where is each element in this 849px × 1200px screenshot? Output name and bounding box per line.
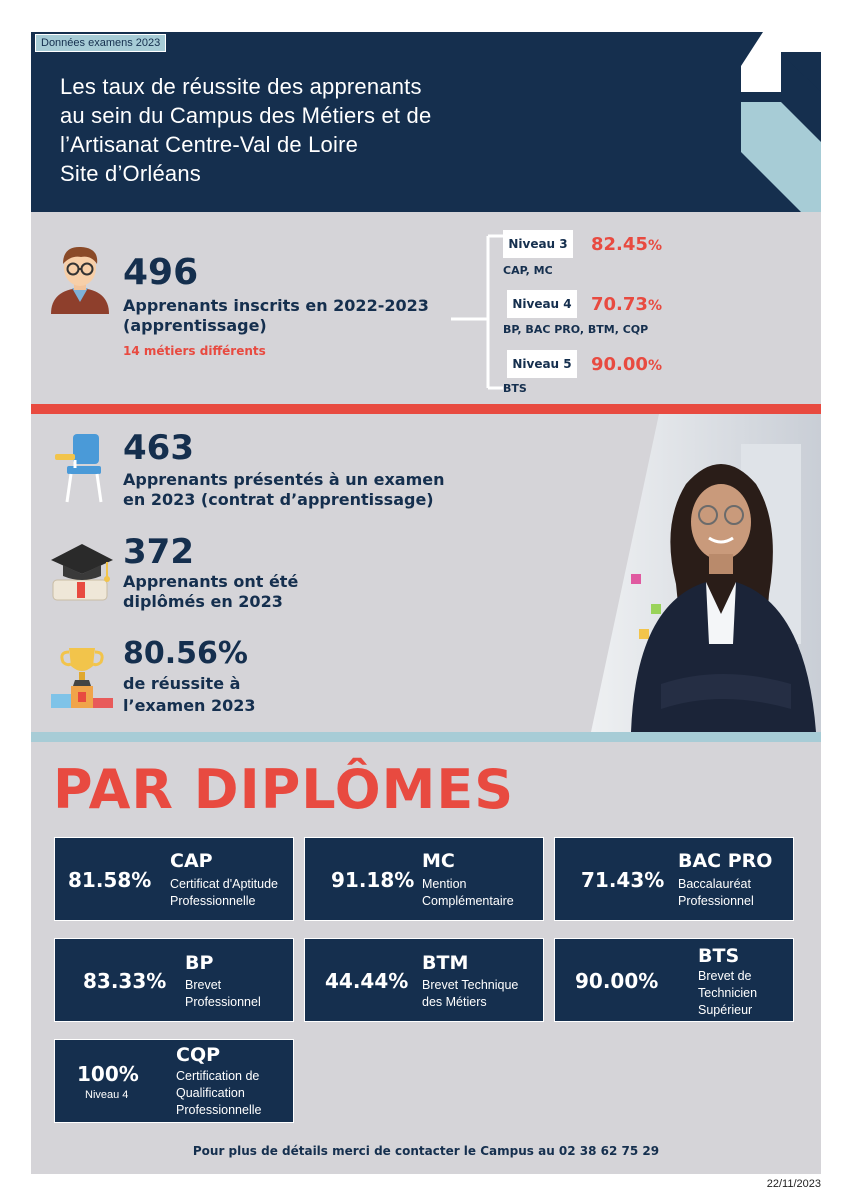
red-divider [31, 404, 821, 414]
header-tag: Données examens 2023 [35, 34, 166, 52]
diploma-pct: 90.00% [575, 969, 659, 993]
diploma-code: MC [422, 850, 455, 872]
inscrits-count: 496 [123, 252, 199, 293]
header-title-line-1: Les taux de réussite des apprenants [60, 74, 422, 99]
diploma-card-btm [304, 938, 544, 1022]
diploma-desc-3: Supérieur [698, 1003, 753, 1017]
diploma-card-cqp [54, 1039, 294, 1123]
metiers-count: 14 métiers différents [123, 344, 266, 358]
diploma-desc-1: Baccalauréat [678, 877, 751, 891]
diploma-code: CQP [176, 1044, 221, 1066]
diploma-desc-2: Professionnelle [170, 894, 256, 908]
diploma-pct: 83.33% [83, 969, 167, 993]
header-title-line-4: Site d’Orléans [60, 161, 201, 186]
portrait-photo [591, 414, 821, 732]
diploma-desc-1: Certification de [176, 1069, 260, 1083]
diploma-desc-2: Professionnel [678, 894, 754, 908]
header-title-line-3: l’Artisanat Centre-Val de Loire [60, 132, 359, 157]
niveau-4-box: Niveau 4 [507, 290, 577, 318]
diploma-pct: 100% [77, 1062, 139, 1086]
diploma-desc-2: Complémentaire [422, 894, 514, 908]
niveau-3-pct: 82.45% [591, 234, 662, 255]
reussite-label-2: l’examen 2023 [123, 696, 256, 715]
inscrits-section [31, 212, 821, 404]
diploma-pct: 44.44% [325, 969, 409, 993]
diploma-pct: 91.18% [331, 868, 415, 892]
niveau-5-pct: 90.00% [591, 354, 662, 375]
niveau-5-sub: BTS [503, 382, 527, 395]
diploma-card-bac-pro [554, 837, 794, 921]
diplomes-label-2: diplômés en 2023 [123, 592, 283, 611]
diploma-desc-2: Technicien [698, 986, 758, 1000]
diploma-card-bts [554, 938, 794, 1022]
presentes-label-2: en 2023 (contrat d’apprentissage) [123, 490, 434, 509]
diploma-desc-1: Mention [422, 877, 467, 891]
diploma-code: BTS [698, 945, 740, 967]
diploma-sub: Niveau 4 [85, 1089, 129, 1101]
diploma-desc-2: Qualification [176, 1086, 245, 1100]
diploma-desc-2: Professionnel [185, 995, 261, 1009]
diplomes-count: 372 [123, 532, 194, 572]
diploma-desc-1: Brevet Technique [422, 978, 519, 992]
diploma-desc-2: des Métiers [422, 995, 487, 1009]
inscrits-label-2: (apprentissage) [123, 316, 267, 335]
graduation-cap-icon [49, 540, 115, 606]
reussite-label-1: de réussite à [123, 674, 241, 693]
par-diplomes-title: PAR DIPLÔMES [53, 758, 515, 821]
inscrits-label-1: Apprenants inscrits en 2022-2023 [123, 296, 429, 315]
diploma-desc-1: Certificat d'Aptitude [170, 877, 278, 891]
corner-decoration [701, 32, 821, 212]
diploma-pct: 71.43% [581, 868, 665, 892]
diploma-pct: 81.58% [68, 868, 152, 892]
infographic-page [31, 32, 821, 1174]
diploma-desc-3: Professionnelle [176, 1103, 262, 1117]
trophy-podium-icon [49, 644, 115, 710]
diploma-code: BP [185, 952, 214, 974]
footer-contact: Pour plus de détails merci de contacter le Campus au 02 38 62 75 29 [192, 1144, 660, 1158]
chair-icon [53, 432, 109, 504]
diploma-code: CAP [170, 850, 213, 872]
student-icon [45, 240, 115, 314]
diploma-code: BTM [422, 952, 469, 974]
header-title-line-2: au sein du Campus des Métiers et de [60, 103, 432, 128]
diploma-card-bp [54, 938, 294, 1022]
presentes-label-1: Apprenants présentés à un examen [123, 470, 445, 489]
niveau-5-box: Niveau 5 [507, 350, 577, 378]
light-blue-divider [31, 732, 821, 742]
diplomes-label-1: Apprenants ont été [123, 572, 299, 591]
bracket-connector [451, 226, 511, 396]
niveau-4-sub: BP, BAC PRO, BTM, CQP [503, 323, 649, 336]
document-date: 22/11/2023 [766, 1178, 821, 1190]
diploma-card-mc [304, 837, 544, 921]
header-banner [31, 32, 821, 212]
diploma-desc-1: Brevet de [698, 969, 752, 983]
presentes-count: 463 [123, 428, 194, 468]
diploma-desc-1: Brevet [185, 978, 222, 992]
niveau-3-sub: CAP, MC [503, 264, 553, 277]
diploma-code: BAC PRO [678, 850, 773, 872]
diploma-card-cap [54, 837, 294, 921]
reussite-count: 80.56% [123, 636, 248, 671]
niveau-3-box: Niveau 3 [503, 230, 573, 258]
niveau-4-pct: 70.73% [591, 294, 662, 315]
